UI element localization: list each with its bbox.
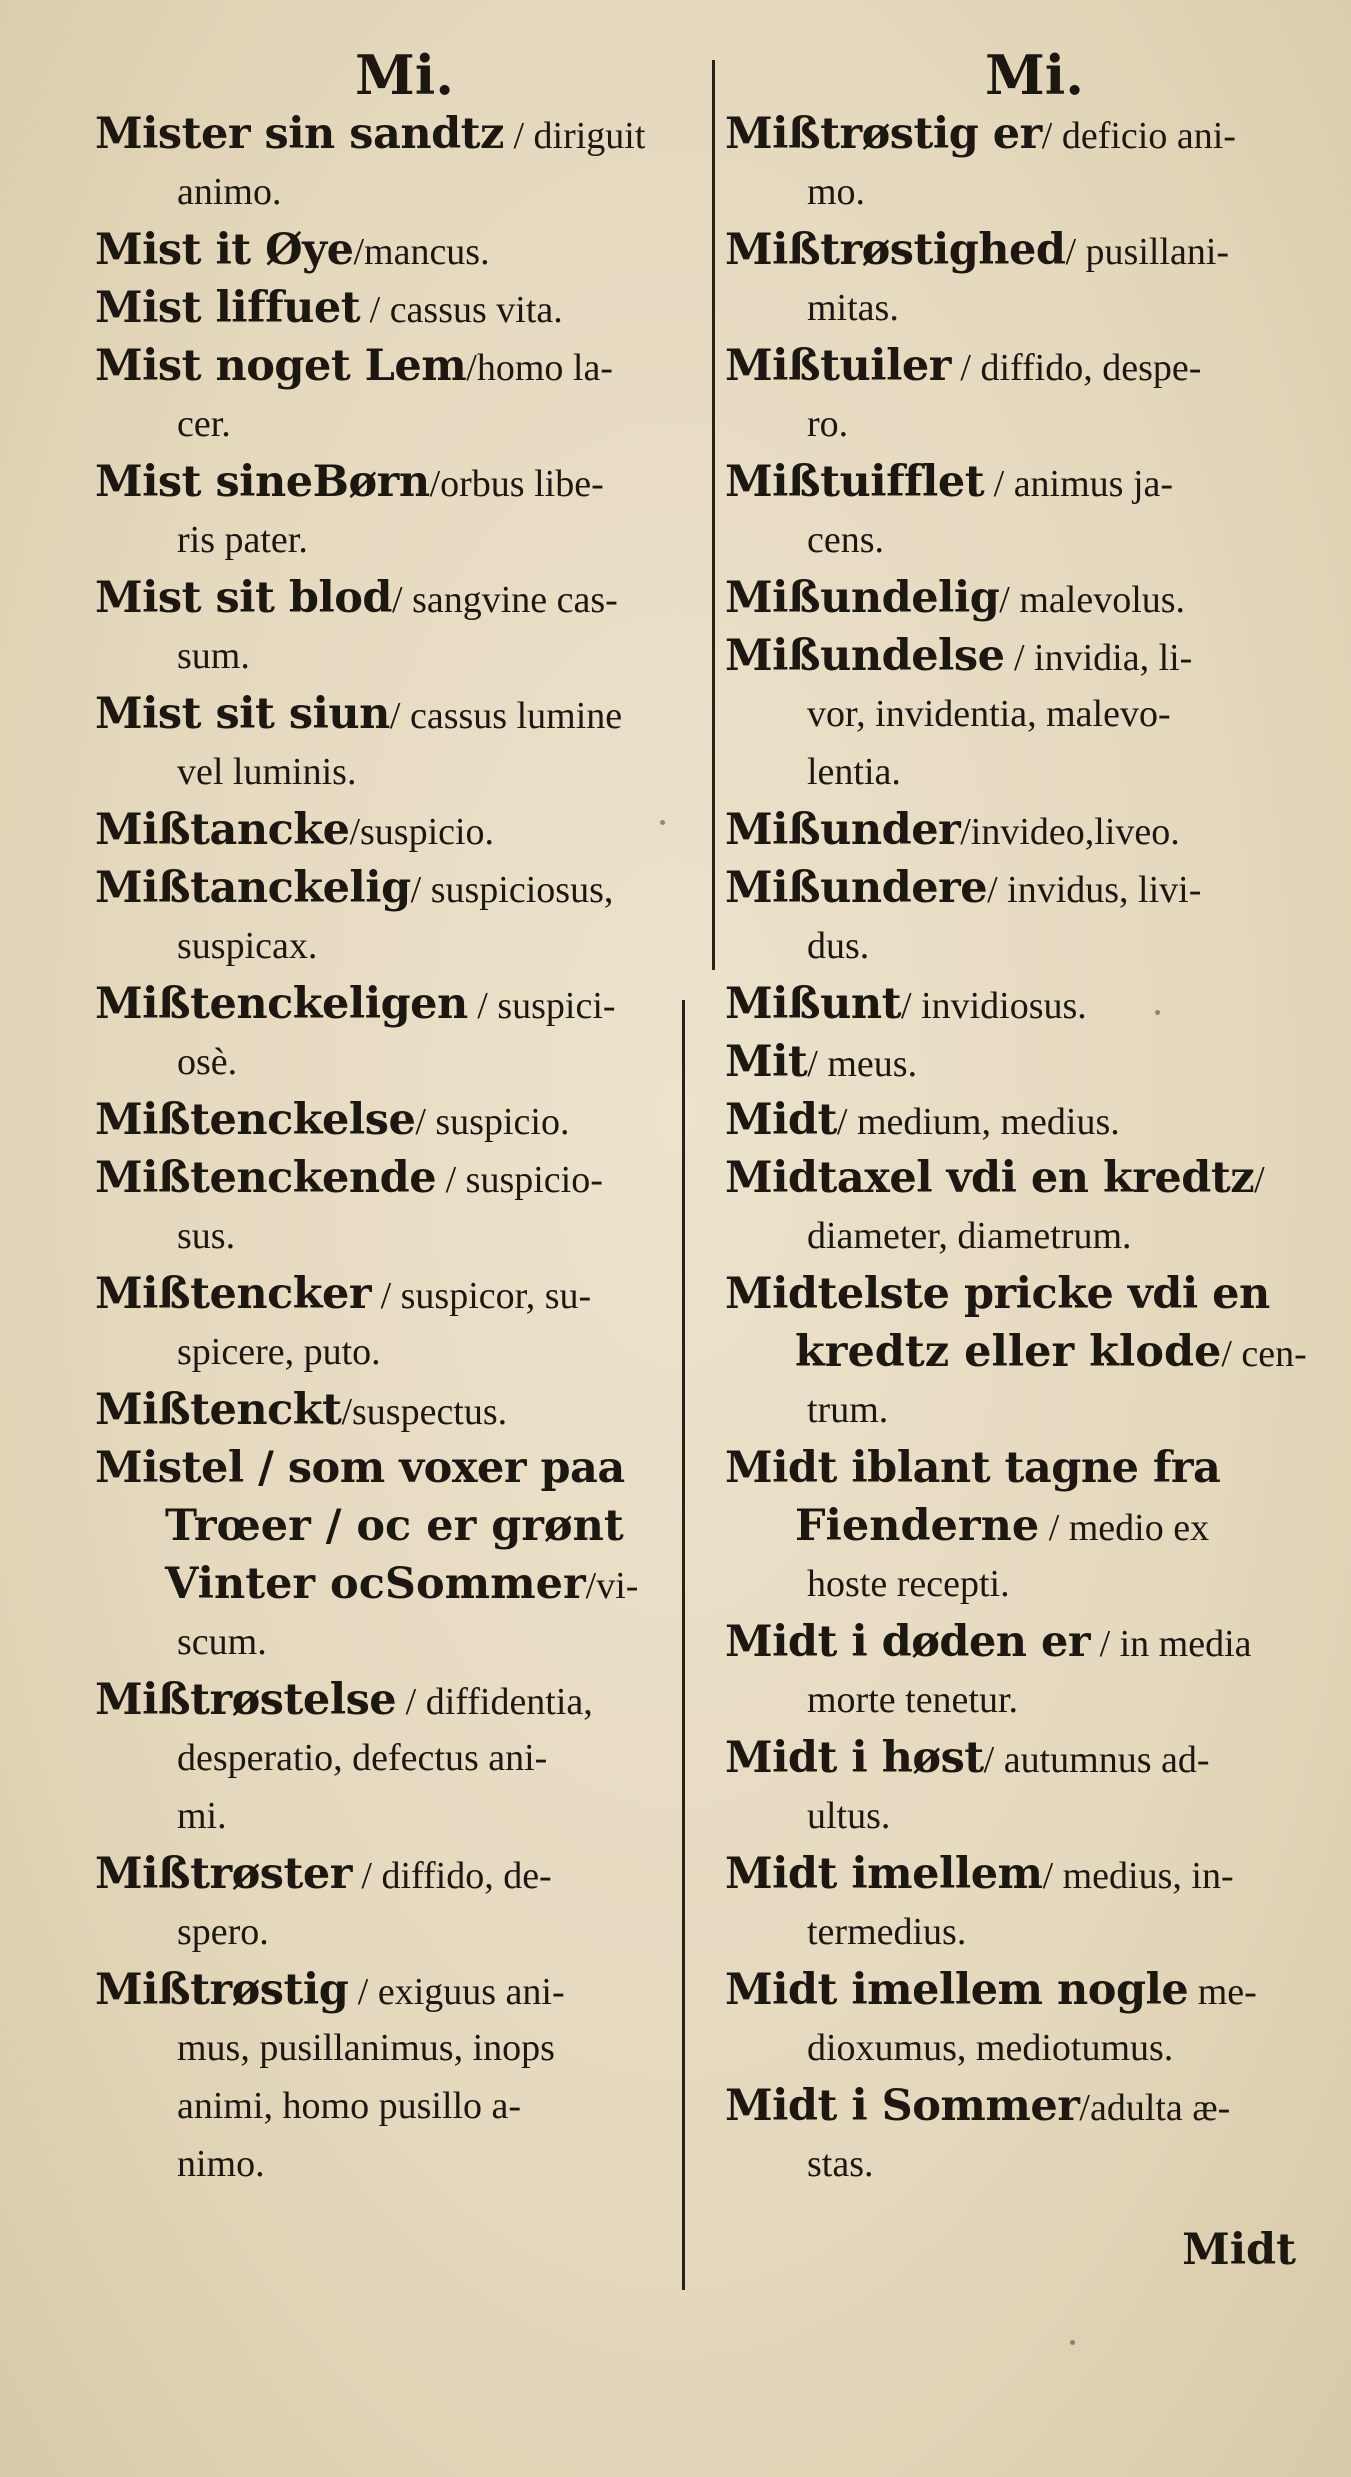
entry-headword: Mist noget Lem bbox=[95, 341, 467, 391]
entry-translation: autumnus ad- bbox=[1003, 1739, 1210, 1781]
dictionary-entry bbox=[725, 1613, 1325, 1729]
paper-speck bbox=[1070, 2340, 1075, 2345]
entry-continuation: trum. bbox=[807, 1389, 889, 1431]
entry-headword-continuation: Vinter ocSommer/vi- bbox=[165, 1559, 639, 1609]
entry-separator: / bbox=[1004, 637, 1035, 679]
dictionary-entry bbox=[725, 569, 1325, 627]
entry-continuation: sus. bbox=[177, 1215, 236, 1257]
paper-speck bbox=[1155, 1010, 1160, 1015]
entry-first-line bbox=[95, 1845, 695, 1903]
dictionary-entry bbox=[95, 279, 695, 337]
entry-first-line bbox=[95, 221, 695, 279]
entry-translation: suspiciosus, bbox=[430, 869, 614, 911]
entry-translation: diriguit bbox=[533, 115, 646, 157]
dictionary-entry bbox=[95, 1439, 695, 1671]
right-column bbox=[725, 45, 1325, 2193]
entry-translation: suspicor, su- bbox=[400, 1275, 592, 1317]
dictionary-entry bbox=[725, 1265, 1325, 1439]
dictionary-entry bbox=[725, 801, 1325, 859]
entry-separator: / bbox=[348, 1971, 378, 2013]
entry-first-line bbox=[95, 279, 695, 337]
entry-separator: / bbox=[1254, 1159, 1265, 1201]
entry-separator: / bbox=[1042, 1855, 1063, 1897]
entry-headword: Mistel / som voxer paa bbox=[95, 1443, 625, 1493]
entry-first-line bbox=[725, 1729, 1325, 1787]
entry-continuation: ro. bbox=[807, 403, 849, 445]
entry-translation: medium, medius. bbox=[856, 1101, 1120, 1143]
entry-first-line bbox=[95, 105, 695, 163]
entry-separator: / bbox=[341, 1391, 352, 1433]
entry-headword: Mißtrøstig bbox=[95, 1965, 349, 2015]
entry-continuation: vor, invidentia, malevo- bbox=[807, 693, 1171, 735]
entry-headword: Mißtrøstelse bbox=[95, 1675, 397, 1725]
entry-headword: Midt bbox=[725, 1095, 837, 1145]
dictionary-entry bbox=[725, 1961, 1325, 2077]
entry-first-line bbox=[725, 453, 1325, 511]
entry-headword: Midt imellem bbox=[725, 1849, 1043, 1899]
entry-separator: / bbox=[436, 1159, 466, 1201]
entry-headword: Midt imellem nogle bbox=[725, 1965, 1189, 2015]
paper-speck bbox=[660, 820, 665, 825]
entry-continuation: mitas. bbox=[807, 287, 899, 329]
entry-first-line bbox=[725, 627, 1325, 685]
entry-headword: Mist sit siun bbox=[95, 689, 390, 739]
entry-headword: Mißtuifflet bbox=[725, 457, 985, 507]
entry-translation: invidia, li- bbox=[1034, 637, 1193, 679]
entry-translation: adulta æ- bbox=[1089, 2087, 1231, 2129]
dictionary-entry bbox=[725, 1091, 1325, 1149]
entry-separator: / bbox=[351, 1855, 382, 1897]
entry-separator: / bbox=[1041, 115, 1062, 157]
entry-continuation: animi, homo pusillo a- bbox=[177, 2085, 522, 2127]
dictionary-entry bbox=[725, 1845, 1325, 1961]
dictionary-entry bbox=[725, 627, 1325, 801]
dictionary-entry bbox=[725, 221, 1325, 337]
entry-separator: / bbox=[353, 231, 365, 273]
entry-separator: / bbox=[950, 347, 981, 389]
entry-first-line bbox=[95, 1961, 695, 2019]
entry-headword: Mister sin sandtz bbox=[95, 109, 504, 159]
entry-continuation: mus, pusillanimus, inops bbox=[177, 2027, 555, 2069]
entry-headword: Mist sit blod bbox=[95, 573, 392, 623]
entry-continuation: lentia. bbox=[807, 751, 901, 793]
entry-continuation: desperatio, defectus ani- bbox=[177, 1737, 548, 1779]
entry-separator: / bbox=[807, 1043, 828, 1085]
entry-headword: Mißundere bbox=[725, 863, 988, 913]
entry-first-line bbox=[95, 1381, 695, 1439]
entry-first-line bbox=[95, 801, 695, 859]
entry-translation: mancus. bbox=[364, 231, 490, 273]
dictionary-entry bbox=[95, 105, 695, 221]
entry-headword: Mißtancke bbox=[95, 805, 350, 855]
entry-separator: / bbox=[396, 1681, 426, 1723]
entry-headword: Mist it Øye bbox=[95, 225, 354, 275]
entry-continuation: stas. bbox=[807, 2143, 874, 2185]
entry-headword: Mißundelig bbox=[725, 573, 1000, 623]
entry-translation: sangvine cas- bbox=[412, 579, 618, 621]
entry-translation: /vi- bbox=[585, 1565, 639, 1607]
entry-continuation: ris pater. bbox=[177, 519, 308, 561]
entry-headword: Midt i høst bbox=[725, 1733, 984, 1783]
dictionary-entry bbox=[725, 1729, 1325, 1845]
entry-headword: Mißtuiler bbox=[725, 341, 951, 391]
entry-headword-continuation: Fienderne / medio ex bbox=[795, 1501, 1210, 1551]
entry-first-line bbox=[725, 859, 1325, 917]
entry-translation: cassus vita. bbox=[389, 289, 563, 331]
entry-first-line bbox=[95, 453, 695, 511]
entry-separator: / bbox=[901, 985, 922, 1027]
entry-separator: / bbox=[467, 985, 498, 1027]
dictionary-entry bbox=[95, 1845, 695, 1961]
entry-first-line bbox=[95, 1265, 695, 1323]
entry-first-line bbox=[725, 801, 1325, 859]
entry-translation: diffido, despe- bbox=[980, 347, 1202, 389]
entry-separator: / bbox=[983, 1739, 1004, 1781]
entry-headword: Mißunder bbox=[725, 805, 961, 855]
entry-separator bbox=[1188, 1971, 1198, 2013]
entry-translation: suspicio- bbox=[465, 1159, 603, 1201]
entry-headword: Mit bbox=[725, 1037, 808, 1087]
entry-continuation: animo. bbox=[177, 171, 282, 213]
dictionary-entry bbox=[95, 1961, 695, 2193]
entry-continuation: spero. bbox=[177, 1911, 269, 1953]
entry-headword: Mißtenckelse bbox=[95, 1095, 416, 1145]
entry-translation: cassus lumine bbox=[409, 695, 623, 737]
dictionary-entry bbox=[95, 221, 695, 279]
entry-separator: / bbox=[410, 869, 431, 911]
entry-first-line bbox=[725, 1033, 1325, 1091]
entry-translation: invidiosus. bbox=[921, 985, 1087, 1027]
entry-translation: homo la- bbox=[476, 347, 613, 389]
entry-headword: Midtelste pricke vdi en bbox=[725, 1269, 1270, 1319]
entry-continuation: termedius. bbox=[807, 1911, 967, 1953]
entry-continuation: cer. bbox=[177, 403, 231, 445]
entry-first-line bbox=[725, 2077, 1325, 2135]
dictionary-entry bbox=[725, 1439, 1325, 1613]
dictionary-entry bbox=[95, 801, 695, 859]
dictionary-entry bbox=[95, 1149, 695, 1265]
entry-first-line bbox=[725, 1613, 1325, 1671]
entry-separator: / bbox=[415, 1101, 436, 1143]
entry-continuation: morte tenetur. bbox=[807, 1679, 1019, 1721]
entry-continuation: suspicax. bbox=[177, 925, 318, 967]
dictionary-entry bbox=[95, 337, 695, 453]
entry-translation: / cen- bbox=[1221, 1333, 1307, 1375]
entry-headword: Mißtrøstighed bbox=[725, 225, 1066, 275]
entry-first-line bbox=[725, 1961, 1325, 2019]
entry-continuation: spicere, puto. bbox=[177, 1331, 381, 1373]
entry-first-line bbox=[725, 569, 1325, 627]
entry-continuation: dus. bbox=[807, 925, 870, 967]
column-rule-lower bbox=[682, 1000, 685, 2290]
entry-translation: orbus libe- bbox=[440, 463, 604, 505]
entry-first-line bbox=[725, 105, 1325, 163]
entry-headword: Mißtencker bbox=[95, 1269, 372, 1319]
entry-separator: / bbox=[371, 1275, 401, 1317]
entry-separator: / bbox=[960, 811, 971, 853]
dictionary-entry bbox=[725, 859, 1325, 975]
entry-translation: in media bbox=[1119, 1623, 1252, 1665]
entry-continuation: hoste recepti. bbox=[807, 1563, 1010, 1605]
dictionary-entry bbox=[725, 1033, 1325, 1091]
entry-first-line bbox=[725, 221, 1325, 279]
dictionary-entry bbox=[725, 337, 1325, 453]
dictionary-entry bbox=[725, 975, 1325, 1033]
dictionary-entry bbox=[95, 859, 695, 975]
entry-headword: Midt i døden er bbox=[725, 1617, 1091, 1667]
entry-separator: / bbox=[1065, 231, 1086, 273]
entry-translation: suspectus. bbox=[352, 1391, 508, 1433]
entry-headword: Mißtenckeligen bbox=[95, 979, 468, 1029]
entry-separator: / bbox=[429, 463, 441, 505]
entry-headword: Mist liffuet bbox=[95, 283, 361, 333]
dictionary-entry bbox=[725, 1149, 1325, 1265]
entry-continuation: mo. bbox=[807, 171, 866, 213]
entry-separator: / bbox=[392, 579, 413, 621]
entry-translation: medius, in- bbox=[1062, 1855, 1234, 1897]
entry-separator: / bbox=[466, 347, 477, 389]
entry-headword: Mißtanckelig bbox=[95, 863, 411, 913]
entry-continuation: dioxumus, mediotumus. bbox=[807, 2027, 1174, 2069]
entry-translation: diffido, de- bbox=[381, 1855, 552, 1897]
entry-first-line bbox=[95, 975, 695, 1033]
entry-translation: malevolus. bbox=[1019, 579, 1186, 621]
entry-headword-continuation: kredtz eller klode/ cen- bbox=[795, 1327, 1307, 1377]
entry-translation: invidus, livi- bbox=[1007, 869, 1202, 911]
entry-first-line bbox=[95, 859, 695, 917]
dictionary-entry bbox=[95, 1265, 695, 1381]
entry-headword: Mißtenckende bbox=[95, 1153, 437, 1203]
dictionary-entry bbox=[95, 569, 695, 685]
entry-continuation: osè. bbox=[177, 1041, 238, 1083]
left-entries bbox=[95, 105, 695, 2193]
entry-headword: Midt iblant tagne fra bbox=[725, 1443, 1221, 1493]
entry-headword: Mist sineBørn bbox=[95, 457, 430, 507]
entry-headword: Mißtenckt bbox=[95, 1385, 342, 1435]
entry-translation: / medio ex bbox=[1039, 1507, 1210, 1549]
entry-separator: / bbox=[984, 463, 1014, 505]
entry-continuation: mi. bbox=[177, 1795, 227, 1837]
entry-separator: / bbox=[999, 579, 1020, 621]
dictionary-entry bbox=[725, 2077, 1325, 2193]
entry-continuation: vel luminis. bbox=[177, 751, 357, 793]
dictionary-entry bbox=[95, 1671, 695, 1845]
right-entries bbox=[725, 105, 1325, 2193]
entry-first-line bbox=[95, 337, 695, 395]
dictionary-entry bbox=[725, 453, 1325, 569]
dictionary-entry bbox=[95, 1381, 695, 1439]
column-rule-upper bbox=[712, 60, 715, 970]
left-column bbox=[95, 45, 695, 2193]
entry-translation: suspicio. bbox=[360, 811, 495, 853]
entry-continuation: nimo. bbox=[177, 2143, 265, 2185]
entry-translation: animus ja- bbox=[1013, 463, 1174, 505]
entry-first-line bbox=[725, 1845, 1325, 1903]
entry-separator: / bbox=[503, 115, 534, 157]
entry-translation: suspici- bbox=[497, 985, 616, 1027]
entry-headword: Mißundelse bbox=[725, 631, 1005, 681]
entry-headword: Mißtrøstig er bbox=[725, 109, 1042, 159]
entry-first-line bbox=[95, 569, 695, 627]
entry-continuation: sum. bbox=[177, 635, 250, 677]
entry-first-line bbox=[725, 337, 1325, 395]
entry-first-line bbox=[95, 1671, 695, 1729]
entry-first-line bbox=[95, 1149, 695, 1207]
entry-headword-continuation: Trœer / oc er grønt bbox=[165, 1501, 624, 1551]
entry-separator: / bbox=[349, 811, 360, 853]
entry-separator: / bbox=[836, 1101, 857, 1143]
dictionary-entry bbox=[95, 1091, 695, 1149]
entry-separator: / bbox=[987, 869, 1008, 911]
entry-headword: Mißtrøster bbox=[95, 1849, 352, 1899]
entry-first-line bbox=[95, 1439, 695, 1497]
dictionary-entry bbox=[95, 453, 695, 569]
entry-first-line bbox=[725, 1265, 1325, 1323]
entry-headword: Mißunt bbox=[725, 979, 901, 1029]
entry-translation: deficio ani- bbox=[1061, 115, 1236, 157]
entry-separator: / bbox=[1079, 2087, 1090, 2129]
entry-continuation: diameter, diametrum. bbox=[807, 1215, 1132, 1257]
dictionary-entry bbox=[95, 685, 695, 801]
entry-translation: invideo,liveo. bbox=[970, 811, 1180, 853]
catchword: Midt bbox=[1182, 2225, 1296, 2275]
running-head-right: Mi. bbox=[985, 43, 1085, 107]
entry-separator: / bbox=[360, 289, 390, 331]
entry-separator: / bbox=[1090, 1623, 1120, 1665]
entry-headword: Midt i Sommer bbox=[725, 2081, 1080, 2131]
running-head-left: Mi. bbox=[355, 43, 455, 107]
entry-continuation: ultus. bbox=[807, 1795, 891, 1837]
entry-first-line bbox=[725, 1439, 1325, 1497]
entry-separator: / bbox=[389, 695, 410, 737]
entry-continuation: scum. bbox=[177, 1621, 267, 1663]
entry-first-line bbox=[725, 1149, 1325, 1207]
entry-translation: meus. bbox=[827, 1043, 918, 1085]
entry-first-line bbox=[725, 975, 1325, 1033]
dictionary-entry bbox=[95, 975, 695, 1091]
entry-first-line bbox=[95, 1091, 695, 1149]
entry-translation: exiguus ani- bbox=[377, 1971, 565, 2013]
entry-translation: pusillani- bbox=[1085, 231, 1230, 273]
entry-first-line bbox=[95, 685, 695, 743]
entry-translation: suspicio. bbox=[435, 1101, 570, 1143]
entry-continuation: cens. bbox=[807, 519, 885, 561]
dictionary-entry bbox=[725, 105, 1325, 221]
entry-headword: Midtaxel vdi en kredtz bbox=[725, 1153, 1255, 1203]
entry-translation: me- bbox=[1197, 1971, 1257, 2013]
entry-first-line bbox=[725, 1091, 1325, 1149]
entry-translation: diffidentia, bbox=[425, 1681, 593, 1723]
